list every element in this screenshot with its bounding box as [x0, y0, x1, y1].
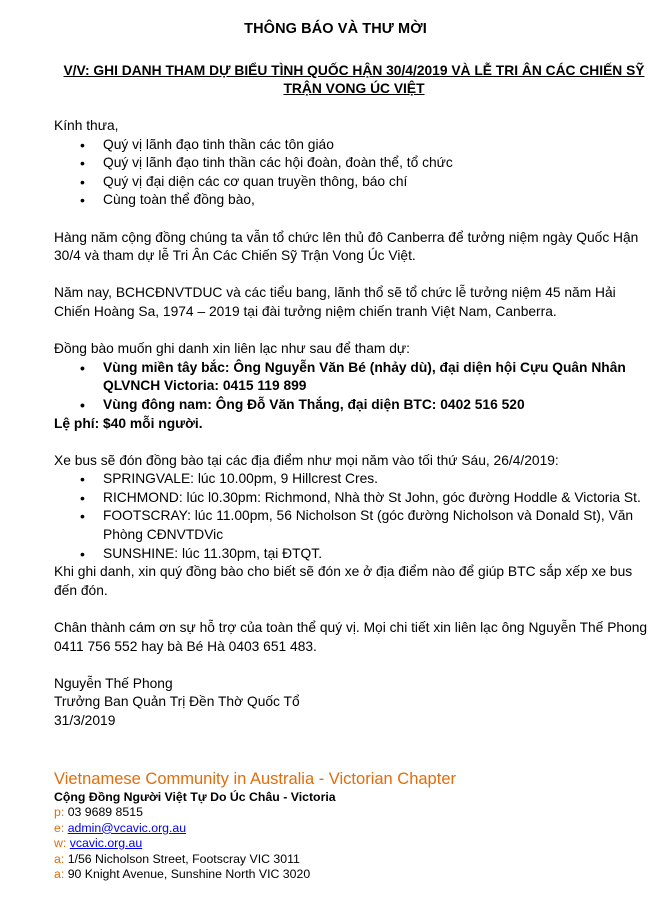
thanks-paragraph: Chân thành cám ơn sự hỗ trợ của toàn thể quý vị. Mọi chi tiết xin liên lạc ông Nguyễn Thế Phong 0411 756 552 hay bà Bé Hà 0403 651 483.	[54, 620, 648, 654]
email-label: e:	[54, 820, 65, 835]
list-item: • Quý vị đại diện các cơ quan truyền thông, báo chí	[54, 173, 654, 192]
letter-body	[54, 117, 654, 731]
bus-intro: Xe bus sẽ đón đồng bào tại các địa điểm như mọi năm vào tối thứ Sáu, 26/4/2019:	[54, 452, 559, 468]
organization-footer	[54, 770, 654, 883]
list-item: • Cùng toàn thể đồng bào,	[54, 191, 654, 210]
phone-number: 03 9689 8515	[67, 805, 143, 819]
register-contact-list	[54, 359, 654, 415]
signature-date: 31/3/2019	[54, 713, 116, 728]
phone-label: p:	[54, 805, 65, 819]
address-line-sunshine	[54, 867, 654, 883]
list-item: • FOOTSCRAY: lúc 11.00pm, 56 Nicholson St (góc đường Nicholson và Donald St), Văn Phòng CĐNVTDVic	[54, 507, 654, 544]
list-item: • SUNSHINE: lúc 11.30pm, tại ĐTQT.	[54, 545, 654, 564]
list-item: • Vùng đông nam: Ông Đỗ Văn Thắng, đại diện BTC: 0402 516 520	[54, 396, 654, 415]
signature-name: Nguyễn Thế Phong	[54, 675, 173, 691]
list-item: • RICHMOND: lúc l0.30pm: Richmond, Nhà thờ St John, góc đường Hoddle & Victoria St.	[54, 489, 654, 508]
signature-role: Trưởng Ban Quản Trị Đền Thờ Quốc Tổ	[54, 694, 300, 710]
list-item: • Vùng miền tây bắc: Ông Nguyễn Văn Bé (nhảy dù), đại diện hội Cựu Quân Nhân QLVNCH Victoria: 0415 119 899	[54, 359, 654, 396]
subject-line: V/V: GHI DANH THAM DỰ BIỂU TÌNH QUỐC HẬN 30/4/2019 VÀ LỄ TRI ÂN CÁC CHIẾN SỸ TRẬN VONG ÚC VIỆT	[63, 63, 645, 96]
organization-name-vi: Cộng Đồng Người Việt Tự Do Úc Châu - Victoria	[54, 790, 336, 804]
website-line	[54, 836, 654, 852]
organization-name-en: Vietnamese Community in Australia - Victorian Chapter	[54, 770, 456, 788]
bus-stop-list	[54, 470, 654, 563]
address-label: a:	[54, 867, 65, 882]
email-line	[54, 821, 654, 837]
register-intro: Đồng bào muốn ghi danh xin liên lạc như sau để tham dự:	[54, 341, 410, 357]
page-title: THÔNG BÁO VÀ THƯ MỜI	[244, 21, 427, 37]
email-link[interactable]: admin@vcavic.org.au	[67, 820, 187, 835]
fee-line: Lệ phí: $40 mỗi người.	[54, 415, 203, 431]
address-text: 90 Knight Avenue, Sunshine North VIC 3020	[67, 867, 311, 882]
bus-note: Khi ghi danh, xin quý đồng bào cho biết sẽ đón xe ở địa điểm nào để giúp BTC sắp xếp xe bus đến đón.	[54, 564, 633, 598]
paragraph-this-year: Năm nay, BCHCĐNVTDUC và các tiểu bang, lãnh thổ sẽ tổ chức lễ tưởng niệm 45 năm Hải Chiến Hoàng Sa, 1974 – 2019 tại đài tưởng niệm chiến tranh Việt Nam, Canberra.	[54, 285, 616, 319]
paragraph-annual: Hàng năm cộng đồng chúng ta vẫn tổ chức lên thủ đô Canberra để tưởng niệm ngày Quốc Hận 30/4 và tham dự lễ Tri Ân Các Chiến Sỹ Trận Vong Úc Việt.	[54, 229, 639, 264]
website-label: w:	[54, 836, 67, 851]
addressee-list	[54, 136, 654, 210]
phone-line	[54, 805, 654, 821]
list-item: • Quý vị lãnh đạo tinh thần các hội đoàn, đoàn thể, tổ chức	[54, 154, 654, 173]
greeting: Kính thưa,	[54, 118, 119, 133]
address-text: 1/56 Nicholson Street, Footscray VIC 3011	[67, 851, 300, 866]
website-link[interactable]: vcavic.org.au	[69, 836, 143, 851]
address-label: a:	[54, 851, 65, 866]
list-item: • SPRINGVALE: lúc 10.00pm, 9 Hillcrest Cres.	[54, 470, 654, 489]
address-line-footscray	[54, 852, 654, 868]
list-item: • Quý vị lãnh đạo tinh thần các tôn giáo	[54, 136, 654, 155]
